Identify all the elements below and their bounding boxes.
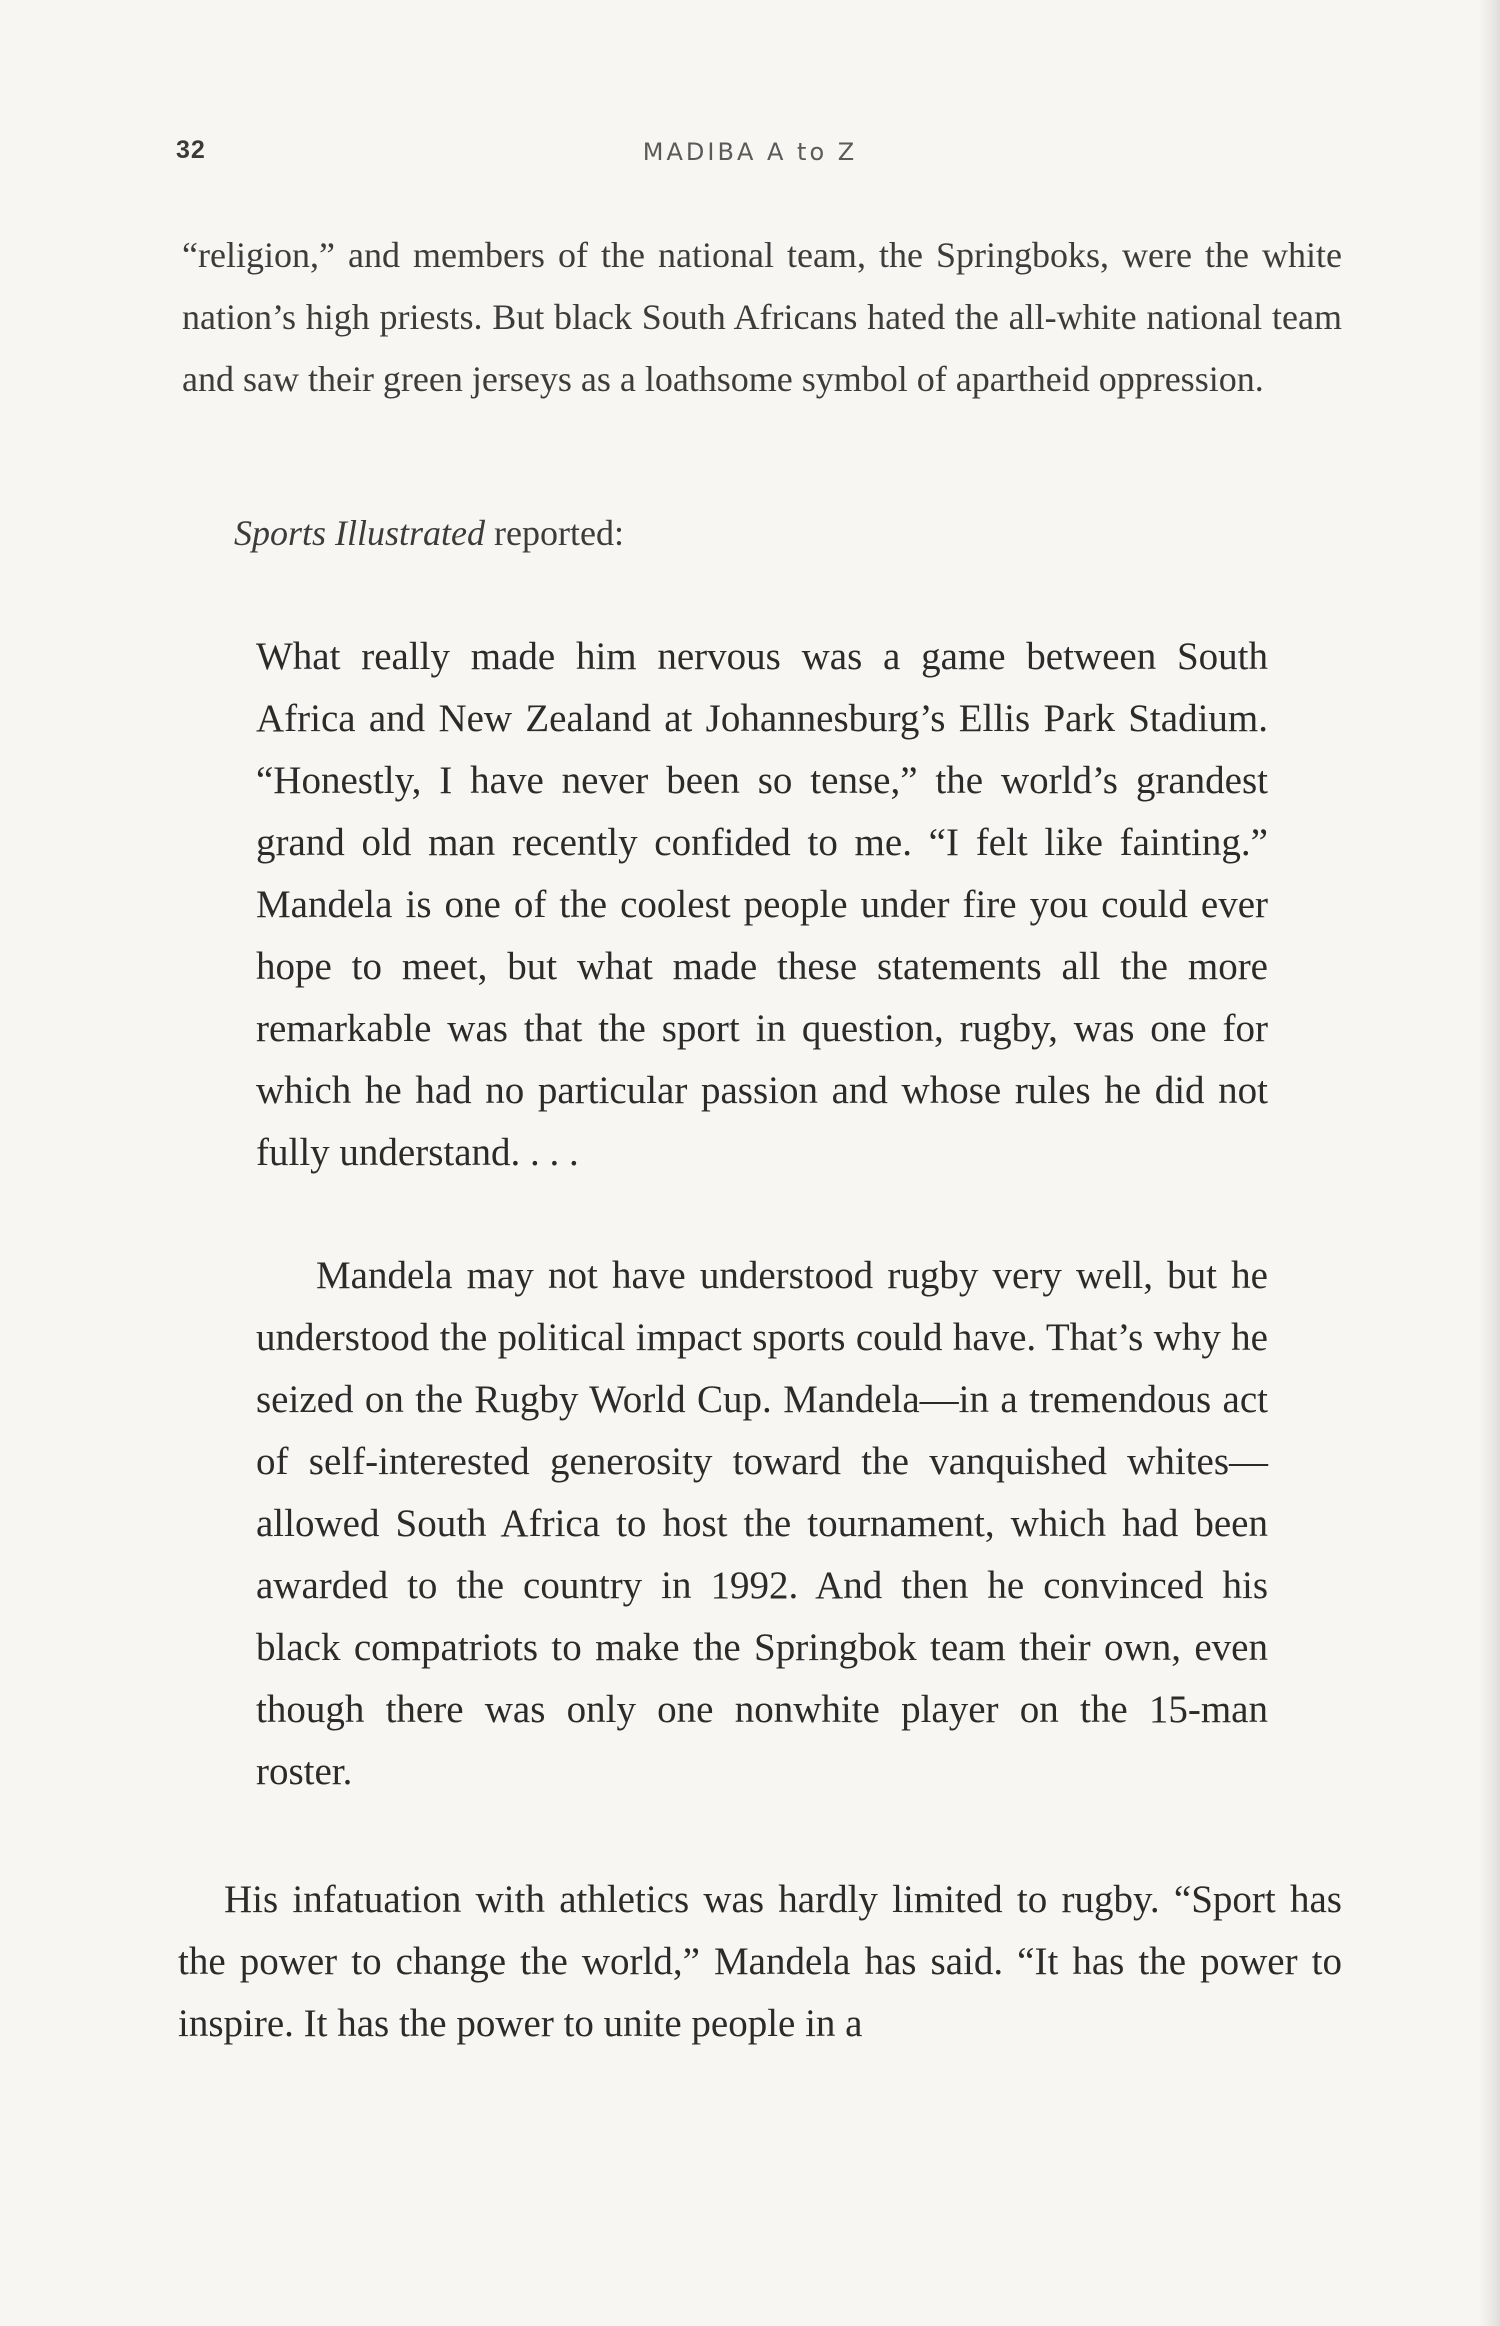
paragraph-text: reported: [485,513,624,553]
page-number: 32 [176,136,206,164]
paragraph-infatuation: His infatuation with athletics was hardly limited to rugby. “Sport has the power to change the world,” Mandela has said. “It has the power to inspire. It has the power to unite people in a [178,1878,1342,2045]
paragraph-religion: “religion,” and members of the national team, the Springboks, were the white nation’s high priests. But black South Africans hated the all-white national team and saw their green jerseys as a loathsome symbol of apartheid oppression. [182,235,1342,399]
running-head: MADIBA A to Z [642,138,858,166]
page-edge-shadow [1478,0,1500,2326]
paragraph-sports-illustrated [182,502,1342,564]
block-quote-first: What really made him nervous was a game between South Africa and New Zealand at Johannesburg’s Ellis Park Stadium. “Honestly, I have never been so tense,” the world’s grandest grand old man recently confided to me. “I felt like fainting.” Mandela is one of the coolest people under fire you could ever hope to meet, but what made these statements all the more remarkable was that the sport in question, rugby, was one for which he had no particular passion and whose rules he did not fully understand. . . . [256,635,1268,1174]
publication-title: Sports Illustrated [234,513,486,553]
block-quote-second: Mandela may not have understood rugby very well, but he understood the political impact sports could have. That’s why he seized on the Rugby World Cup. Mandela—in a tremendous act of self-interested generosity toward the vanquished whites—allowed South Africa to host the tournament, which had been awarded to the country in 1992. And then he convinced his black compatriots to make the Springbok team their own, even though there was only one nonwhite player on the 15-man roster. [256,1254,1268,1793]
